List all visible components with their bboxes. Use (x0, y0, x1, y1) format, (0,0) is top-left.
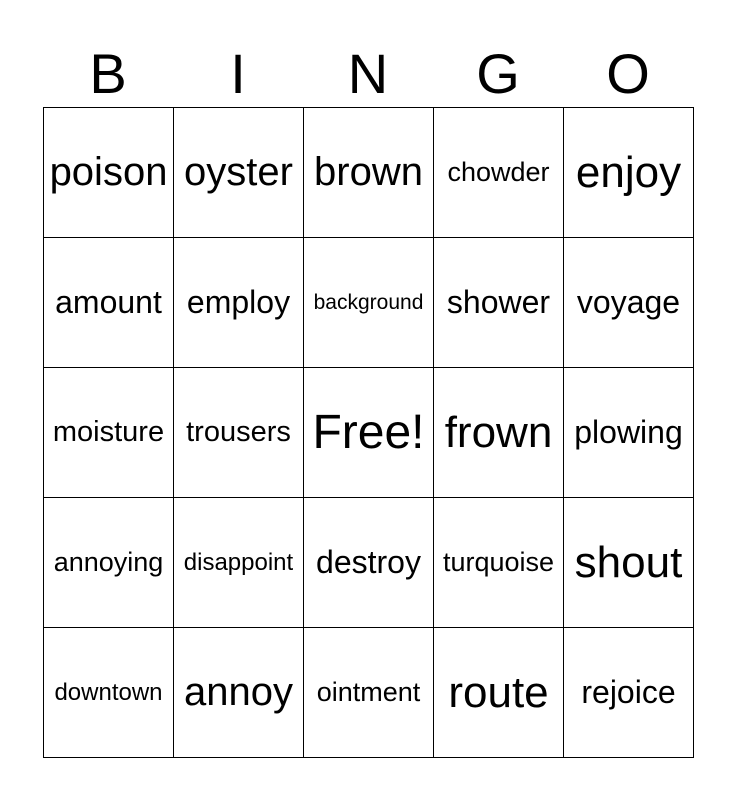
header-letter-g: G (476, 42, 520, 105)
bingo-cell: ointment (304, 628, 434, 758)
bingo-cell: trousers (174, 368, 304, 498)
bingo-cell: oyster (174, 108, 304, 238)
bingo-cell: chowder (434, 108, 564, 238)
header-letter-i: I (230, 42, 246, 105)
bingo-cell: disappoint (174, 498, 304, 628)
bingo-cell: brown (304, 108, 434, 238)
bingo-cell: frown (434, 368, 564, 498)
bingo-cell: downtown (44, 628, 174, 758)
bingo-cell: rejoice (564, 628, 694, 758)
bingo-cell: turquoise (434, 498, 564, 628)
header-letter-n: N (347, 42, 389, 105)
bingo-cell: shower (434, 238, 564, 368)
bingo-free-cell: Free! (304, 368, 434, 498)
bingo-cell: route (434, 628, 564, 758)
bingo-cell: background (304, 238, 434, 368)
bingo-cell: amount (44, 238, 174, 368)
bingo-header (43, 40, 693, 108)
bingo-cell: employ (174, 238, 304, 368)
header-letter-b: B (89, 42, 127, 105)
bingo-cell: annoy (174, 628, 304, 758)
bingo-cell: voyage (564, 238, 694, 368)
bingo-cell: poison (44, 108, 174, 238)
header-letter-o: O (606, 42, 650, 105)
bingo-cell: moisture (44, 368, 174, 498)
bingo-cell: destroy (304, 498, 434, 628)
bingo-cell: enjoy (564, 108, 694, 238)
bingo-cell: shout (564, 498, 694, 628)
bingo-cell: plowing (564, 368, 694, 498)
bingo-cell: annoying (44, 498, 174, 628)
bingo-grid (43, 107, 694, 758)
